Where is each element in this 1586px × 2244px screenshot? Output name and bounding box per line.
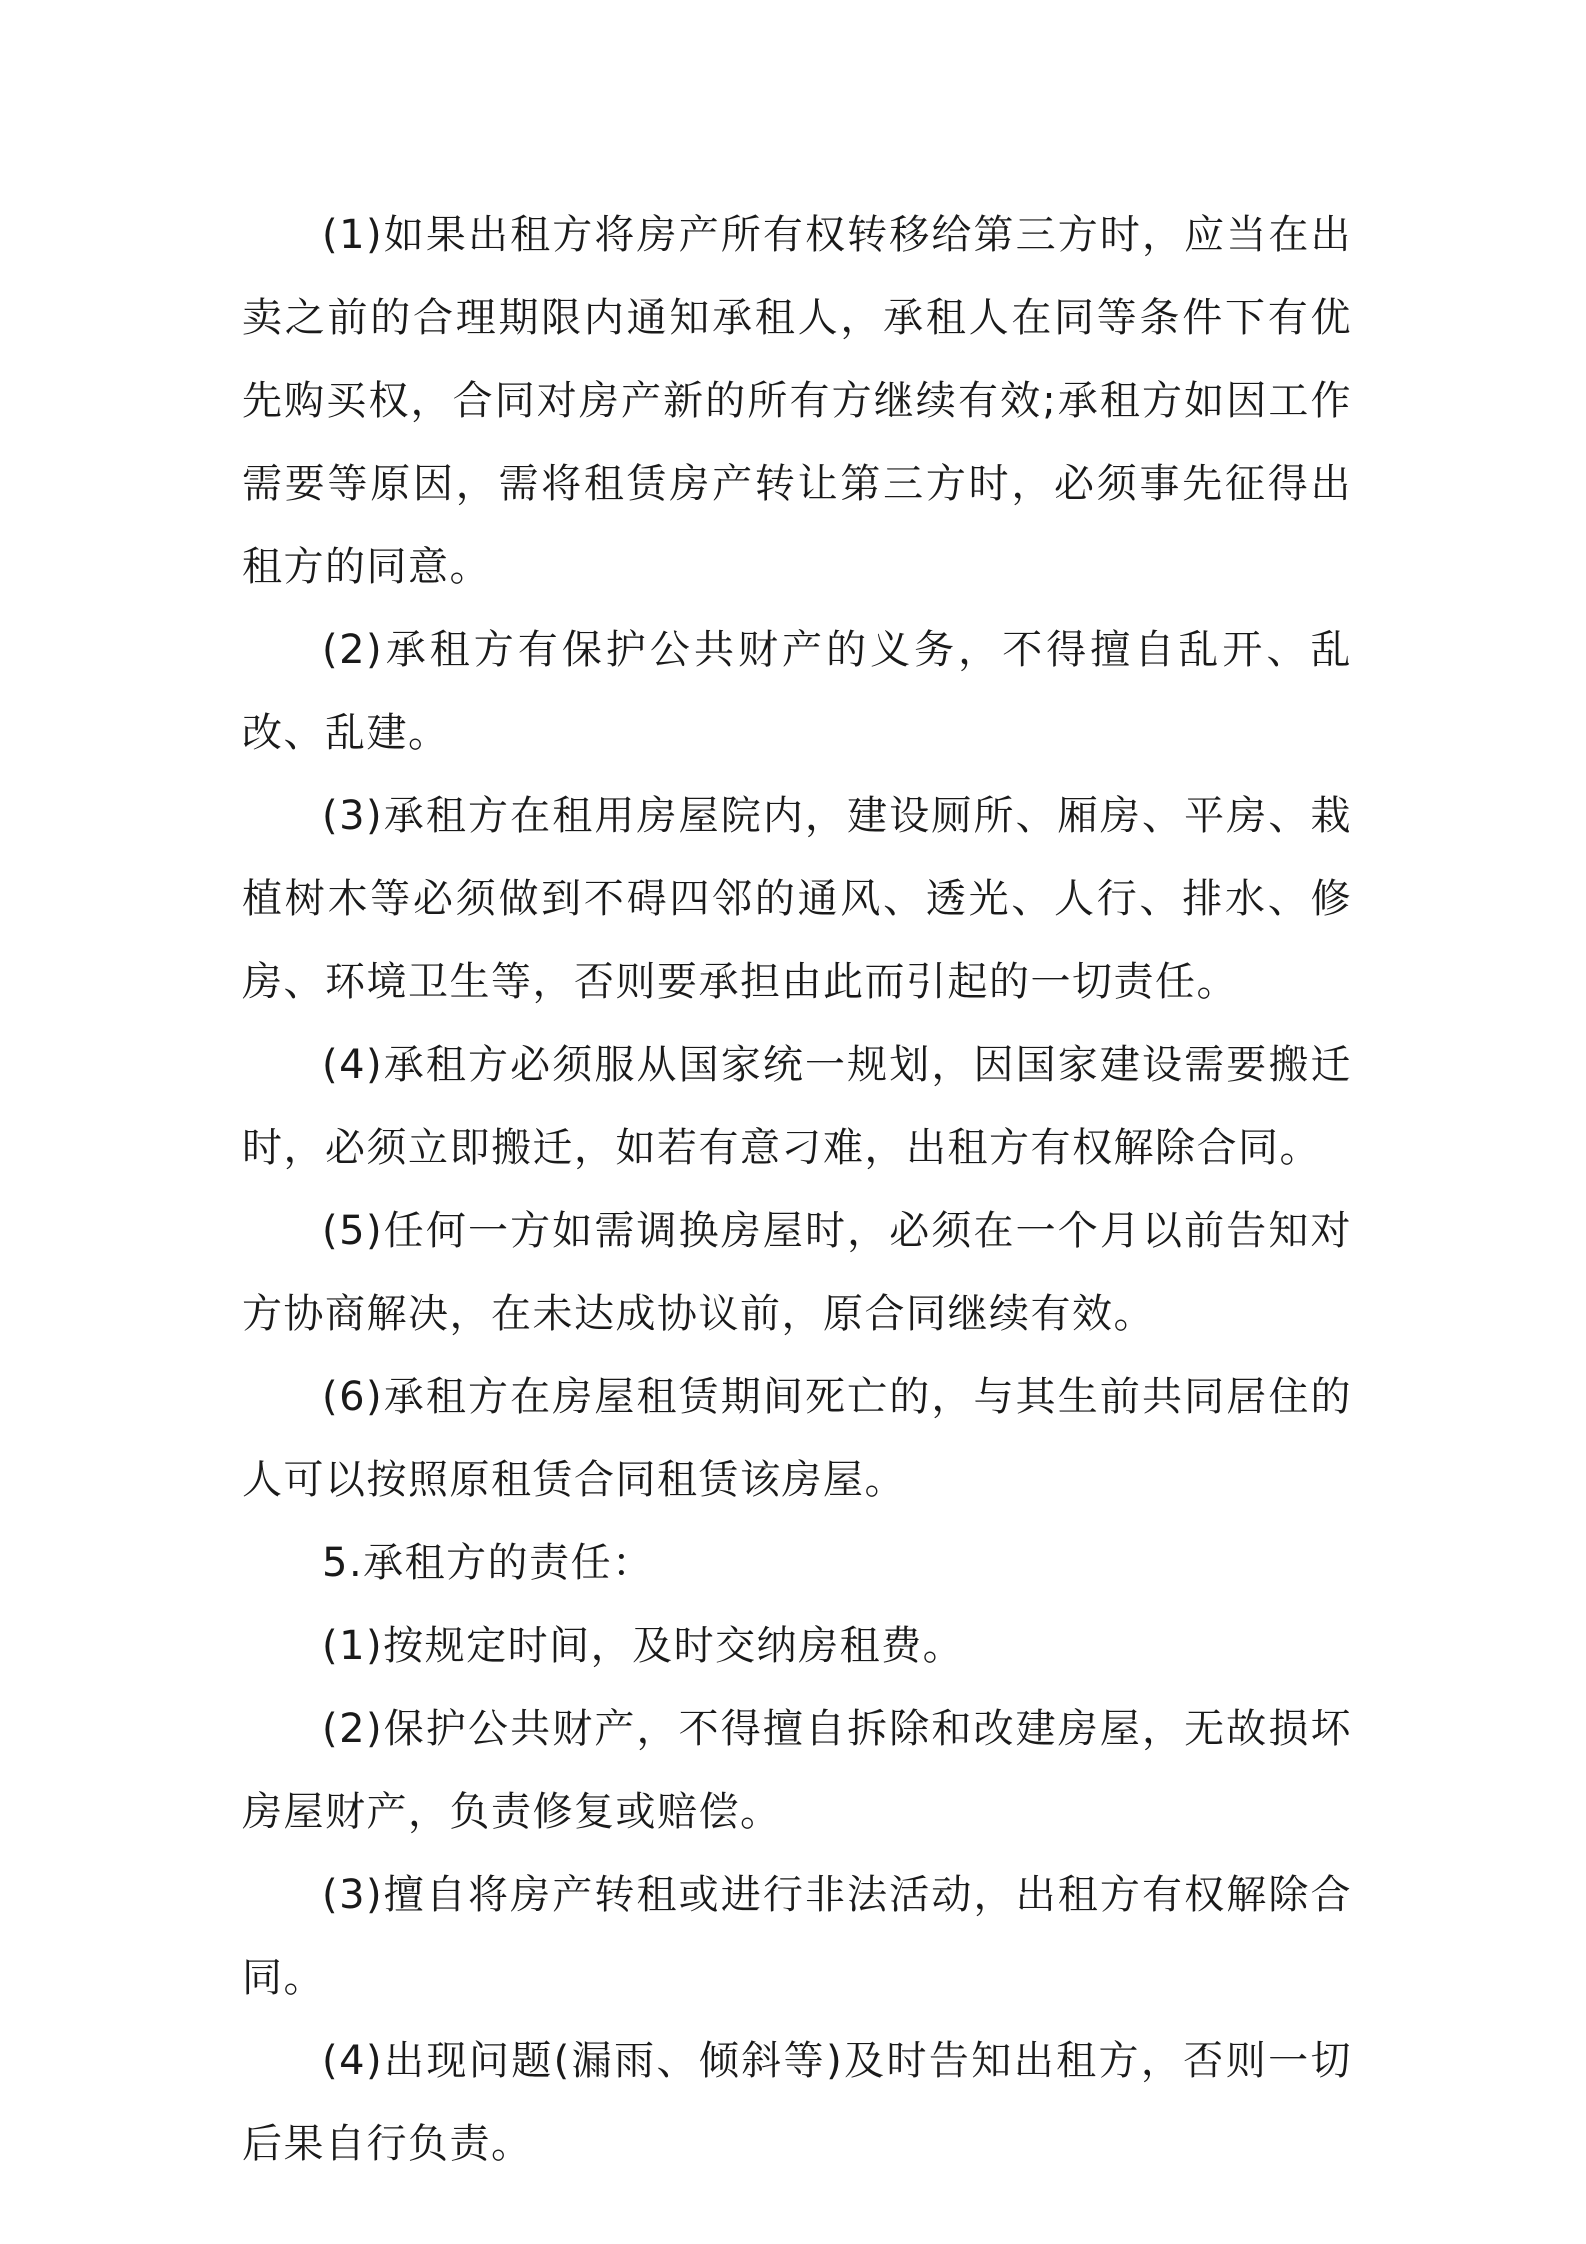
paragraph-construction-clause: (3)承租方在租用房屋院内，建设厕所、厢房、平房、栽植树木等必须做到不碍四邻的通风、透光、人行、排水、修房、环境卫生等，否则要承担由此而引起的一切责任。 <box>242 793 1352 1005</box>
paragraph-protect-property: (2)承租方有保护公共财产的义务，不得擅自乱开、乱改、乱建。 <box>242 627 1352 756</box>
paragraph-exchange-clause: (5)任何一方如需调换房屋时，必须在一个月以前告知对方协商解决，在未达成协议前，原合同继续有效。 <box>242 1208 1352 1337</box>
paragraph-relocation-clause: (4)承租方必须服从国家统一规划，因国家建设需要搬迁时，必须立即搬迁，如若有意刁难，出租方有权解除合同。 <box>242 1042 1352 1171</box>
paragraph-pay-rent: (1)按规定时间，及时交纳房租费。 <box>322 1623 965 1669</box>
paragraph-report-problems: (4)出现问题(漏雨、倾斜等)及时告知出租方，否则一切后果自行负责。 <box>242 2038 1352 2167</box>
paragraph-sublet-clause: (1)如果出租方将房产所有权转移给第三方时，应当在出卖之前的合理期限内通知承租人，承租人在同等条件下有优先购买权，合同对房产新的所有方继续有效;承租方如因工作需要等原因，需将租赁房产转让第三方时，必须事先征得出租方的同意。 <box>242 212 1352 590</box>
section-heading-tenant-duties: 5.承租方的责任： <box>322 1540 654 1586</box>
paragraph-death-clause: (6)承租方在房屋租赁期间死亡的，与其生前共同居住的人可以按照原租赁合同租赁该房屋。 <box>242 1374 1352 1503</box>
document-body <box>242 194 1352 2186</box>
paragraph-illegal-sublet: (3)擅自将房产转租或进行非法活动，出租方有权解除合同。 <box>242 1872 1352 2001</box>
paragraph-repair-damage: (2)保护公共财产，不得擅自拆除和改建房屋，无故损坏房屋财产，负责修复或赔偿。 <box>242 1706 1352 1835</box>
